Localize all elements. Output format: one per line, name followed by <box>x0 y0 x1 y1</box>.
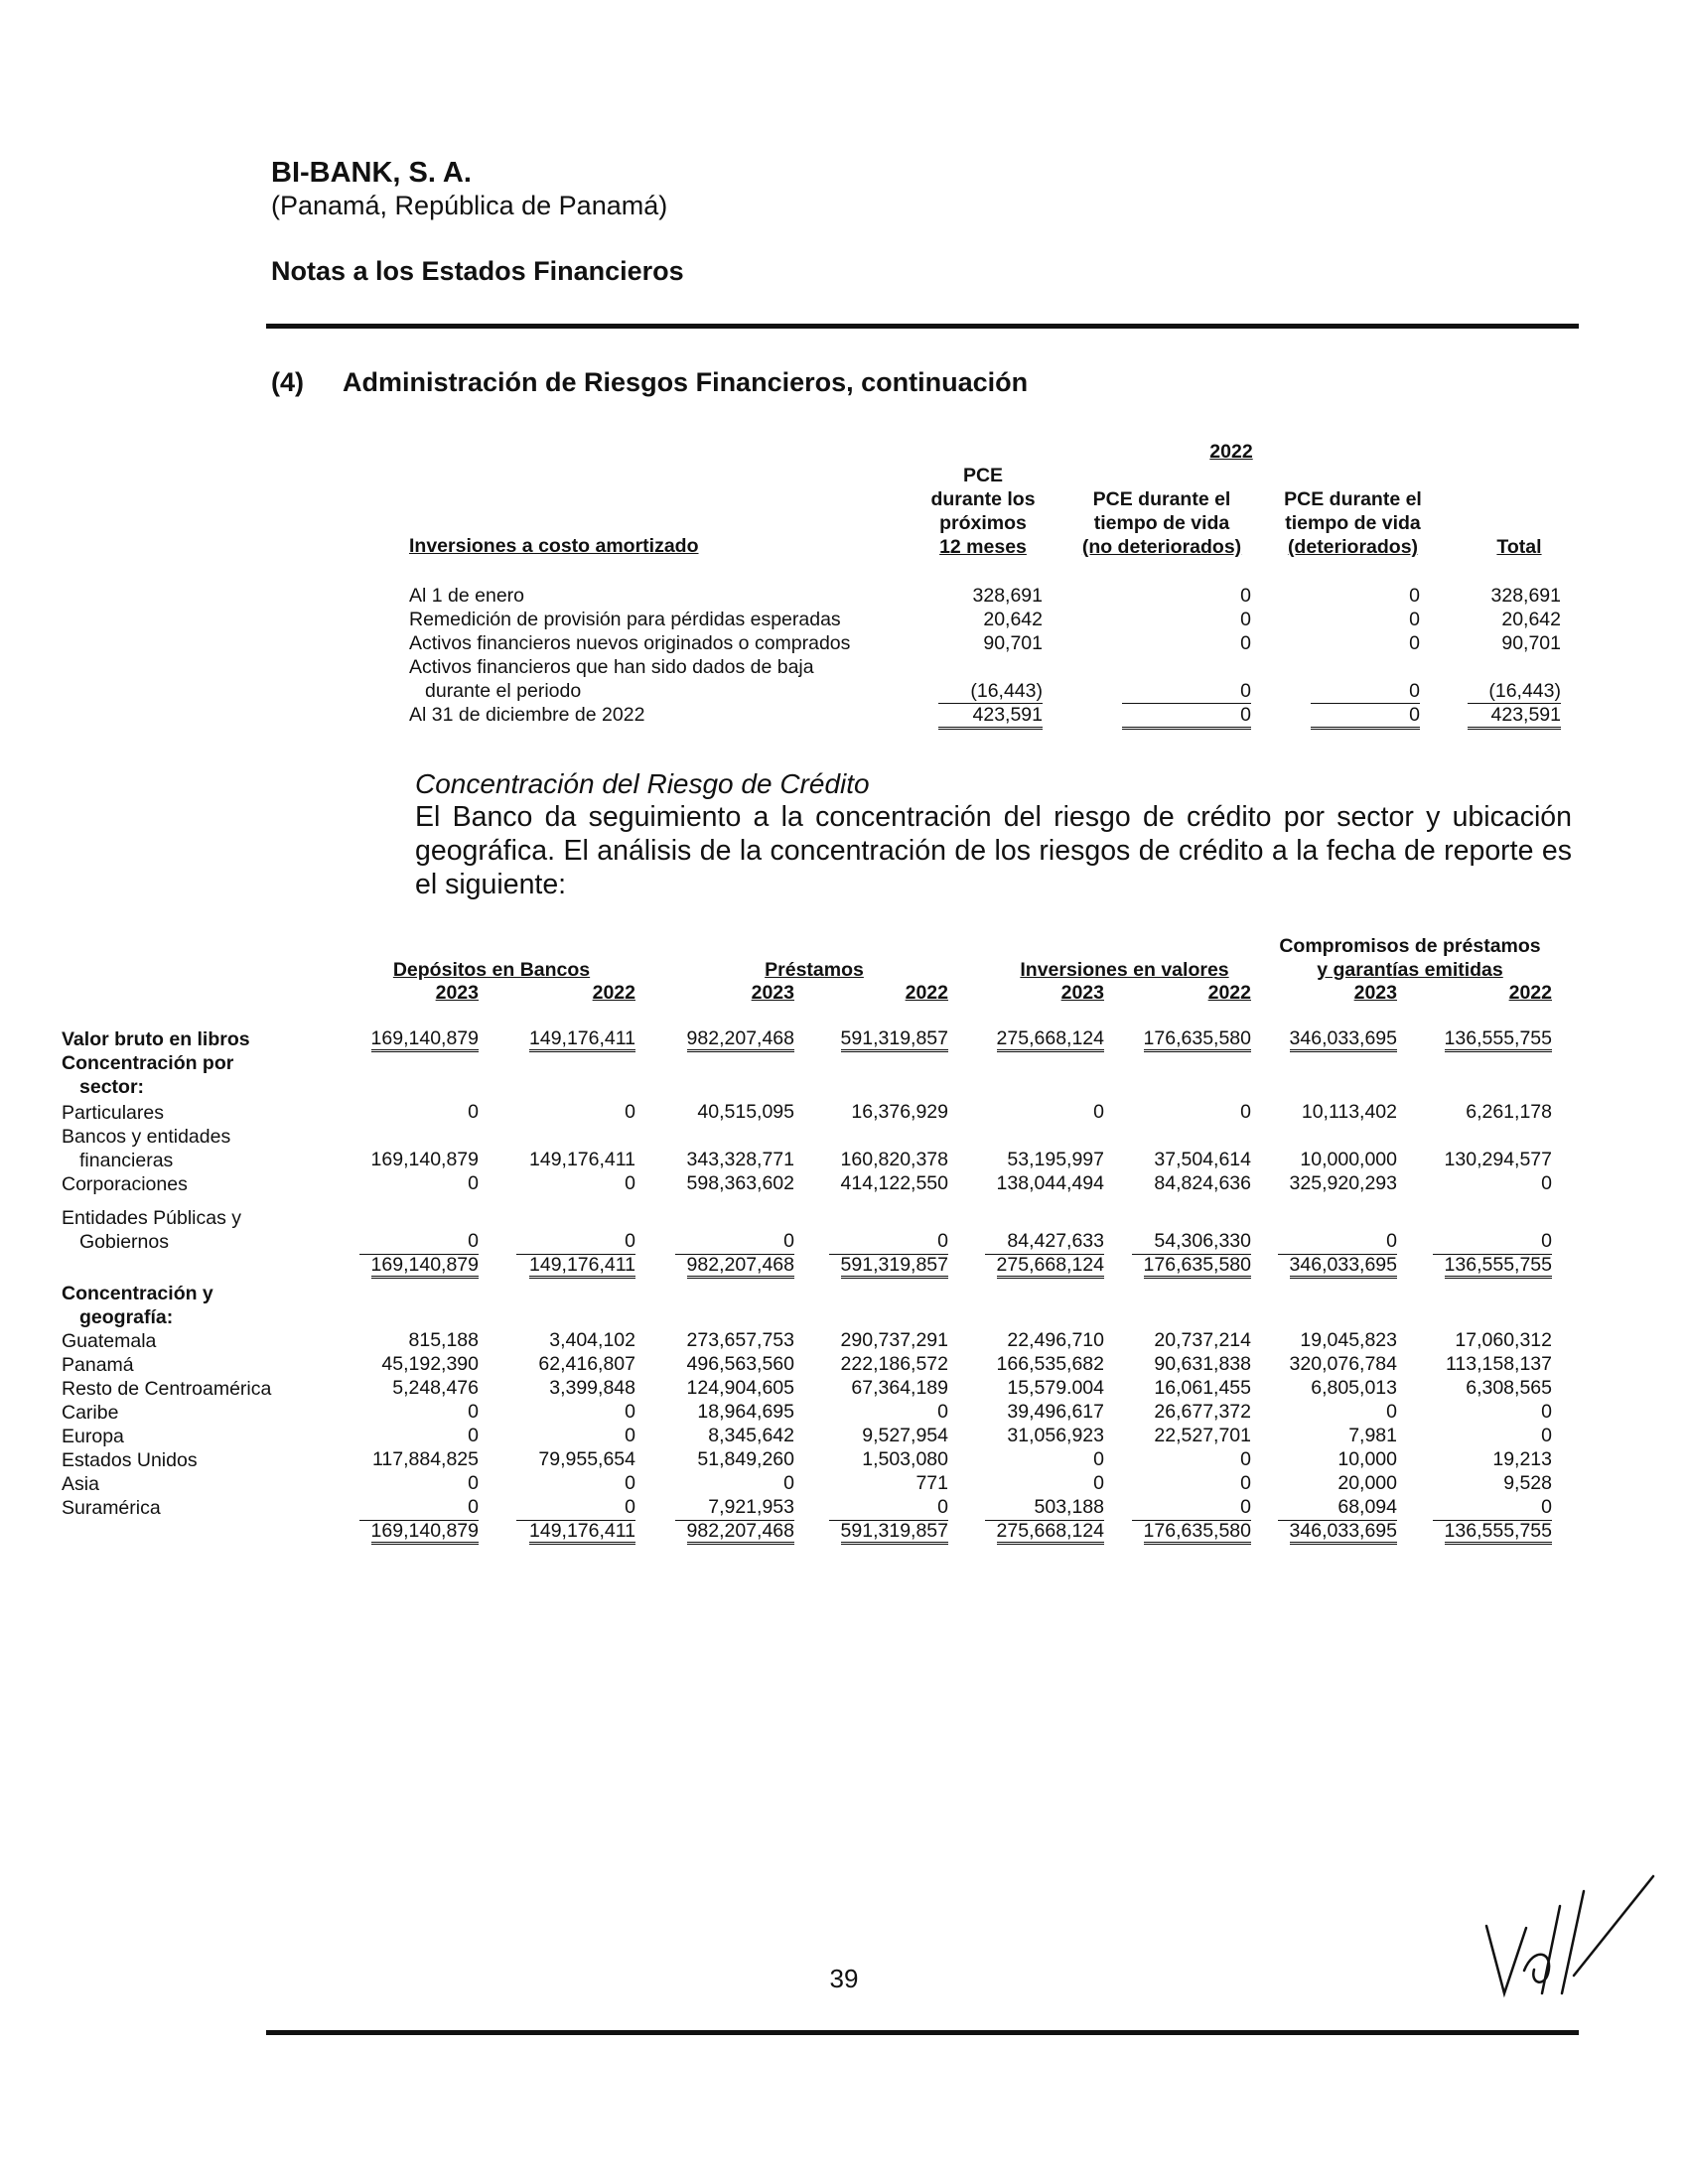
group-header-investments: Inversiones en valores <box>1020 959 1229 981</box>
sector-cell: 0 <box>783 1230 794 1252</box>
geo-cell: 39,496,617 <box>1007 1401 1104 1423</box>
table1-col4-header: Total <box>1496 536 1542 558</box>
geo-cell: 496,563,560 <box>686 1353 794 1375</box>
year-header: 2023 <box>1353 982 1397 1004</box>
table1-col1-header: PCE durante los próximos 12 meses <box>930 465 1036 558</box>
geo-cell: 0 <box>1093 1448 1104 1470</box>
geo-cell: 8,345,642 <box>708 1425 794 1446</box>
table1-row-header: Inversiones a costo amortizado <box>409 535 699 557</box>
geo-cell: 19,213 <box>1492 1448 1552 1470</box>
geo-cell: 0 <box>625 1496 635 1518</box>
table1-col2-header: PCE durante el tiempo de vida (no deteriorados) <box>1081 488 1242 558</box>
geo-cell: 0 <box>625 1425 635 1446</box>
company-location: (Panamá, República de Panamá) <box>271 191 668 220</box>
table1-cell: 0 <box>1240 680 1251 702</box>
geo-cell: 124,904,605 <box>686 1377 794 1399</box>
sector-cell: 0 <box>937 1230 948 1252</box>
sector-cell: 0 <box>1386 1230 1397 1252</box>
sector-cell: 6,261,178 <box>1466 1101 1552 1123</box>
gross-value-cell: 275,668,124 <box>997 1027 1104 1052</box>
geo-cell: 51,849,260 <box>697 1448 794 1470</box>
geo-row-label: Guatemala <box>62 1330 157 1352</box>
table1-cell: 90,701 <box>1501 632 1561 654</box>
geo-cell: 9,527,954 <box>862 1425 948 1446</box>
sector-cell: 325,920,293 <box>1289 1172 1397 1194</box>
geo-row-label: Resto de Centroamérica <box>62 1378 272 1400</box>
section-number: (4) <box>271 367 304 397</box>
concentration-subtitle: Concentración del Riesgo de Crédito <box>415 768 870 799</box>
geo-row-label: Europa <box>62 1426 124 1447</box>
sector-cell: 37,504,614 <box>1154 1149 1251 1170</box>
geo-cell: 15,579.004 <box>1007 1377 1104 1399</box>
gross-value-label: Valor bruto en libros <box>62 1028 250 1050</box>
gross-value-cell: 169,140,879 <box>371 1027 479 1052</box>
table1-cell: 20,642 <box>983 609 1043 630</box>
table1-row-label: Activos financieros nuevos originados o comprados <box>409 632 851 654</box>
table1-cell: 423,591 <box>1490 704 1561 726</box>
year-header: 2023 <box>751 982 794 1004</box>
geo-cell: 79,955,654 <box>538 1448 635 1470</box>
table1-total-rule <box>1468 727 1561 730</box>
sector-total-cell: 136,555,755 <box>1445 1254 1552 1279</box>
geo-cell: 3,399,848 <box>549 1377 635 1399</box>
geo-cell: 18,964,695 <box>697 1401 794 1423</box>
table1-year: 2022 <box>1209 441 1253 463</box>
year-header: 2022 <box>592 982 635 1004</box>
table1-cell: 328,691 <box>1490 585 1561 607</box>
sector-cell: 0 <box>1541 1172 1552 1194</box>
geo-cell: 0 <box>468 1401 479 1423</box>
geo-cell: 0 <box>468 1496 479 1518</box>
geo-cell: 0 <box>1240 1496 1251 1518</box>
geo-cell: 26,677,372 <box>1154 1401 1251 1423</box>
sector-cell: 0 <box>625 1101 635 1123</box>
geo-cell: 67,364,189 <box>851 1377 948 1399</box>
table1-total-rule <box>1122 727 1251 730</box>
geo-row-label: Suramérica <box>62 1497 161 1519</box>
sector-cell: 16,376,929 <box>851 1101 948 1123</box>
table1-row-label: Al 31 de diciembre de 2022 <box>409 704 645 726</box>
sector-cell: 130,294,577 <box>1444 1149 1552 1170</box>
table1-cell: 0 <box>1240 585 1251 607</box>
geo-cell: 6,308,565 <box>1466 1377 1552 1399</box>
sector-cell: 84,427,633 <box>1007 1230 1104 1252</box>
geo-cell: 45,192,390 <box>381 1353 479 1375</box>
footer-rule <box>266 2030 1579 2035</box>
gross-value-cell: 982,207,468 <box>687 1027 794 1052</box>
geo-cell: 31,056,923 <box>1007 1425 1104 1446</box>
header-rule <box>266 324 1579 329</box>
sector-cell: 10,113,402 <box>1301 1101 1397 1123</box>
geo-cell: 5,248,476 <box>392 1377 479 1399</box>
geo-cell: 0 <box>1386 1401 1397 1423</box>
geo-cell: 0 <box>783 1472 794 1494</box>
table1-cell: 423,591 <box>972 704 1043 726</box>
geo-cell: 3,404,102 <box>549 1329 635 1351</box>
geo-total-cell: 169,140,879 <box>371 1520 479 1545</box>
year-header: 2022 <box>1207 982 1251 1004</box>
group-header-commitments: Compromisos de préstamos y garantías emitidas <box>1279 935 1541 981</box>
geo-cell: 0 <box>1541 1496 1552 1518</box>
geo-cell: 7,921,953 <box>708 1496 794 1518</box>
geo-cell: 19,045,823 <box>1300 1329 1397 1351</box>
table1-cell: 328,691 <box>972 585 1043 607</box>
gross-value-cell: 136,555,755 <box>1445 1027 1552 1052</box>
geography-title: Concentración y <box>62 1283 213 1304</box>
geo-cell: 16,061,455 <box>1154 1377 1251 1399</box>
table1-cell: 0 <box>1409 585 1420 607</box>
geo-cell: 290,737,291 <box>840 1329 948 1351</box>
geo-cell: 17,060,312 <box>1455 1329 1552 1351</box>
sector-row-label: Particulares <box>62 1102 164 1124</box>
geo-cell: 815,188 <box>408 1329 479 1351</box>
geo-cell: 9,528 <box>1503 1472 1552 1494</box>
table1-total-rule <box>938 727 1043 730</box>
geo-cell: 0 <box>1541 1425 1552 1446</box>
sector-cell: 138,044,494 <box>996 1172 1104 1194</box>
table1-cell: 0 <box>1240 704 1251 726</box>
geo-cell: 10,000 <box>1337 1448 1397 1470</box>
geo-cell: 0 <box>625 1401 635 1423</box>
sector-total-cell: 169,140,879 <box>371 1254 479 1279</box>
geo-cell: 0 <box>468 1472 479 1494</box>
table1-cell: (16,443) <box>970 680 1043 702</box>
sector-cell: 0 <box>1541 1230 1552 1252</box>
concentration-paragraph: El Banco da seguimiento a la concentración del riesgo de crédito por sector y ubicación geográfica. El análisis de la concentración de los riesgos de crédito a la fecha de reporte es el siguiente: <box>415 801 1572 900</box>
year-header: 2022 <box>905 982 948 1004</box>
geo-total-cell: 176,635,580 <box>1144 1520 1251 1545</box>
geo-cell: 90,631,838 <box>1154 1353 1251 1375</box>
table1-cell: 0 <box>1240 632 1251 654</box>
geo-cell: 22,527,701 <box>1154 1425 1251 1446</box>
geo-total-cell: 136,555,755 <box>1445 1520 1552 1545</box>
gross-value-cell: 346,033,695 <box>1290 1027 1397 1052</box>
geo-cell: 68,094 <box>1337 1496 1397 1518</box>
geo-cell: 20,737,214 <box>1154 1329 1251 1351</box>
sector-title: Concentración por <box>62 1052 234 1074</box>
year-header: 2023 <box>1060 982 1104 1004</box>
geo-cell: 20,000 <box>1337 1472 1397 1494</box>
geo-cell: 0 <box>625 1472 635 1494</box>
geo-cell: 222,186,572 <box>840 1353 948 1375</box>
geo-total-cell: 346,033,695 <box>1290 1520 1397 1545</box>
geo-cell: 273,657,753 <box>686 1329 794 1351</box>
sector-title-cont: sector: <box>79 1076 145 1098</box>
sector-total-cell: 149,176,411 <box>529 1254 635 1279</box>
geo-cell: 6,805,013 <box>1311 1377 1397 1399</box>
geo-cell: 7,981 <box>1348 1425 1397 1446</box>
geo-cell: 771 <box>915 1472 948 1494</box>
geo-cell: 503,188 <box>1034 1496 1104 1518</box>
year-header: 2022 <box>1508 982 1552 1004</box>
sector-cell: 0 <box>468 1172 479 1194</box>
group-header-loans: Préstamos <box>765 959 864 981</box>
geo-cell: 320,076,784 <box>1289 1353 1397 1375</box>
sector-total-cell: 591,319,857 <box>841 1254 948 1279</box>
gross-value-cell: 176,635,580 <box>1144 1027 1251 1052</box>
gross-value-cell: 149,176,411 <box>529 1027 635 1052</box>
sector-cell: 53,195,997 <box>1007 1149 1104 1170</box>
geography-title-cont: geografía: <box>79 1306 174 1328</box>
table1-cell: 20,642 <box>1501 609 1561 630</box>
geo-row-label: Panamá <box>62 1354 134 1376</box>
geo-total-cell: 591,319,857 <box>841 1520 948 1545</box>
table1-col3-header: PCE durante el tiempo de vida (deteriorados) <box>1284 488 1422 558</box>
sector-cell: 160,820,378 <box>840 1149 948 1170</box>
geo-cell: 166,535,682 <box>996 1353 1104 1375</box>
sector-row-label-cont: Gobiernos <box>79 1231 169 1253</box>
geo-cell: 0 <box>1240 1448 1251 1470</box>
sector-cell: 0 <box>1240 1101 1251 1123</box>
sector-cell: 149,176,411 <box>529 1149 635 1170</box>
geo-cell: 0 <box>937 1496 948 1518</box>
document-title: Notas a los Estados Financieros <box>271 256 684 286</box>
gross-value-cell: 591,319,857 <box>841 1027 948 1052</box>
geo-cell: 0 <box>1240 1472 1251 1494</box>
geo-row-label: Estados Unidos <box>62 1449 198 1471</box>
sector-total-cell: 275,668,124 <box>997 1254 1104 1279</box>
sector-cell: 598,363,602 <box>686 1172 794 1194</box>
sector-cell: 0 <box>625 1172 635 1194</box>
table1-cell: 0 <box>1409 609 1420 630</box>
table1-cell: (16,443) <box>1488 680 1561 702</box>
geo-cell: 117,884,825 <box>372 1448 479 1470</box>
table1-cell: 90,701 <box>983 632 1043 654</box>
sector-cell: 40,515,095 <box>697 1101 794 1123</box>
sector-cell: 169,140,879 <box>370 1149 479 1170</box>
sector-row-label-cont: financieras <box>79 1150 174 1171</box>
sector-row-label: Corporaciones <box>62 1173 188 1195</box>
geo-row-label: Asia <box>62 1473 99 1495</box>
table1-total-rule <box>1311 727 1420 730</box>
sector-total-cell: 176,635,580 <box>1144 1254 1251 1279</box>
table1-cell: 0 <box>1409 680 1420 702</box>
sector-cell: 0 <box>625 1230 635 1252</box>
geo-cell: 62,416,807 <box>538 1353 635 1375</box>
geo-cell: 0 <box>1093 1472 1104 1494</box>
geo-total-cell: 275,668,124 <box>997 1520 1104 1545</box>
geo-cell: 113,158,137 <box>1446 1353 1552 1375</box>
geo-total-cell: 982,207,468 <box>687 1520 794 1545</box>
page-number: 39 <box>829 1964 859 1993</box>
geo-cell: 22,496,710 <box>1007 1329 1104 1351</box>
section-title: Administración de Riesgos Financieros, continuación <box>343 367 1029 397</box>
table1-row-label: Remedición de provisión para pérdidas esperadas <box>409 609 841 630</box>
geo-cell: 0 <box>468 1425 479 1446</box>
sector-row-label: Entidades Públicas y <box>62 1207 242 1229</box>
table1-row-label-cont: durante el periodo <box>425 680 582 702</box>
table1-cell: 0 <box>1409 632 1420 654</box>
table1-cell: 0 <box>1409 704 1420 726</box>
sector-total-cell: 346,033,695 <box>1290 1254 1397 1279</box>
table1-cell: 0 <box>1240 609 1251 630</box>
geo-total-cell: 149,176,411 <box>529 1520 635 1545</box>
sector-total-cell: 982,207,468 <box>687 1254 794 1279</box>
sector-cell: 54,306,330 <box>1154 1230 1251 1252</box>
company-name: BI-BANK, S. A. <box>271 157 472 189</box>
table1-row-label: Activos financieros que han sido dados de baja <box>409 656 814 678</box>
geo-cell: 0 <box>1541 1401 1552 1423</box>
sector-row-label: Bancos y entidades <box>62 1126 231 1148</box>
sector-cell: 10,000,000 <box>1300 1149 1397 1170</box>
sector-cell: 414,122,550 <box>840 1172 948 1194</box>
sector-cell: 84,824,636 <box>1154 1172 1251 1194</box>
geo-cell: 0 <box>937 1401 948 1423</box>
table1-row-label: Al 1 de enero <box>409 585 525 607</box>
sector-cell: 0 <box>468 1230 479 1252</box>
sector-cell: 0 <box>468 1101 479 1123</box>
signature-mark <box>1465 1866 1663 2015</box>
group-header-deposits: Depósitos en Bancos <box>392 959 591 981</box>
geo-cell: 1,503,080 <box>862 1448 948 1470</box>
sector-cell: 343,328,771 <box>686 1149 794 1170</box>
geo-row-label: Caribe <box>62 1402 119 1424</box>
sector-cell: 0 <box>1093 1101 1104 1123</box>
year-header: 2023 <box>435 982 479 1004</box>
